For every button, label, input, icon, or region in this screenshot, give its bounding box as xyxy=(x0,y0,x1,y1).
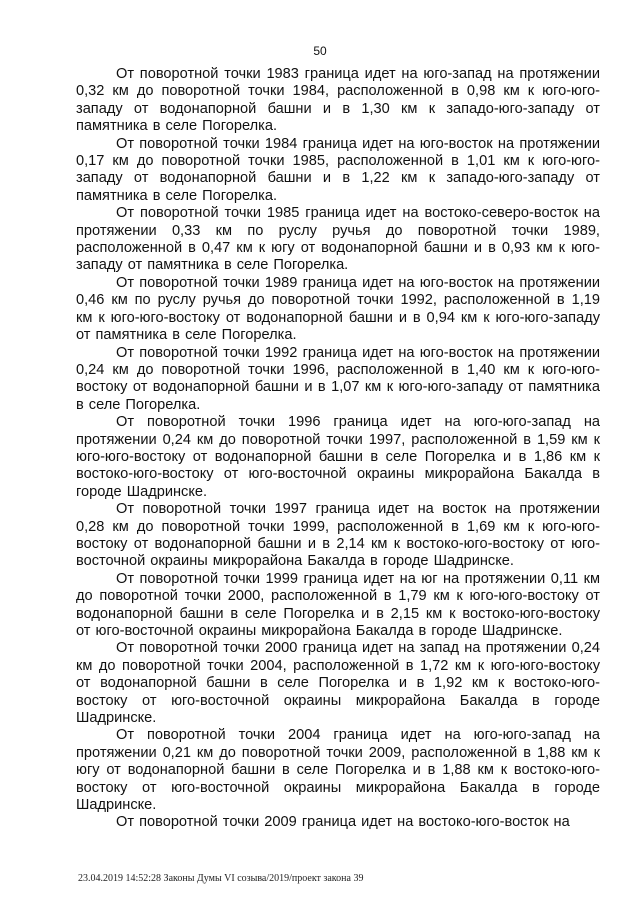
page-footer: 23.04.2019 14:52:28 Законы Думы VI созыва/2019/проект закона 39 xyxy=(78,873,364,884)
paragraph: От поворотной точки 2004 граница идет на юго-юго-запад на протяжении 0,21 км до поворотной точки 2009, расположенной в 1,88 км к югу от водонапорной башни в селе Погорелка и в 1,88 км к востоко-юго-востоку от юго-восточной окраины микрорайона Бакалда в городе Шадринске. xyxy=(76,727,600,814)
paragraph: От поворотной точки 1989 граница идет на юго-восток на протяжении 0,46 км по руслу ручья до поворотной точки 1992, расположенной в 1,19 км к юго-юго-востоку от водонапорной башни и в 0,94 км к юго-юго-западу от памятника в селе Погорелка. xyxy=(76,274,600,344)
paragraph: От поворотной точки 1997 граница идет на восток на протяжении 0,28 км до поворотной точки 1999, расположенной в 1,69 км к юго-юго-востоку от водонапорной башни и в 2,14 км к востоко-юго-востоку от юго-восточной окраины микрорайона Бакалда в городе Шадринске. xyxy=(76,501,600,570)
page-number: 50 xyxy=(313,44,327,58)
paragraph: От поворотной точки 1985 граница идет на востоко-северо-восток на протяжении 0,33 км по руслу ручья до поворотной точки 1989, расположенной в 0,47 км к югу от водонапорной башни и в 0,93 км к юго-западу от памятника в селе Погорелка. xyxy=(76,205,600,274)
paragraph: От поворотной точки 2000 граница идет на запад на протяжении 0,24 км до поворотной точки 2004, расположенной в 1,72 км к юго-юго-востоку от водонапорной башни в селе Погорелка и в 1,92 км к востоко-юго-востоку от юго-восточной окраины микрорайона Бакалда в городе Шадринске. xyxy=(76,640,600,727)
paragraph: От поворотной точки 1992 граница идет на юго-восток на протяжении 0,24 км до поворотной точки 1996, расположенной в 1,40 км к юго-юго-востоку от водонапорной башни и в 1,07 км к юго-юго-западу от памятника в селе Погорелка. xyxy=(76,344,600,413)
paragraph: От поворотной точки 1983 граница идет на юго-запад на протяжении 0,32 км до поворотной точки 1984, расположенной в 0,98 км к юго-юго-западу от водонапорной башни и в 1,30 км к западо-юго-западу от памятника в селе Погорелка. xyxy=(76,66,600,135)
paragraph: От поворотной точки 1996 граница идет на юго-юго-запад на протяжении 0,24 км до поворотной точки 1997, расположенной в 1,59 км к юго-юго-востоку от водонапорной башни в селе Погорелка и в 1,86 км к востоко-юго-востоку от юго-восточной окраины микрорайона Бакалда в городе Шадринске. xyxy=(76,414,600,500)
paragraph: От поворотной точки 2009 граница идет на востоко-юго-восток на xyxy=(116,814,570,831)
document-body xyxy=(76,66,600,832)
paragraph: От поворотной точки 1984 граница идет на юго-восток на протяжении 0,17 км до поворотной точки 1985, расположенной в 1,01 км к юго-юго-западу от водонапорной башни и в 1,22 км к западо-юго-западу от памятника в селе Погорелка. xyxy=(76,135,600,204)
paragraph: От поворотной точки 1999 граница идет на юг на протяжении 0,11 км до поворотной точки 2000, расположенной в 1,79 км к юго-юго-востоку от водонапорной башни в селе Погорелка и в 2,15 км к востоко-юго-востоку от юго-восточной окраины микрорайона Бакалда в городе Шадринске. xyxy=(76,570,600,639)
